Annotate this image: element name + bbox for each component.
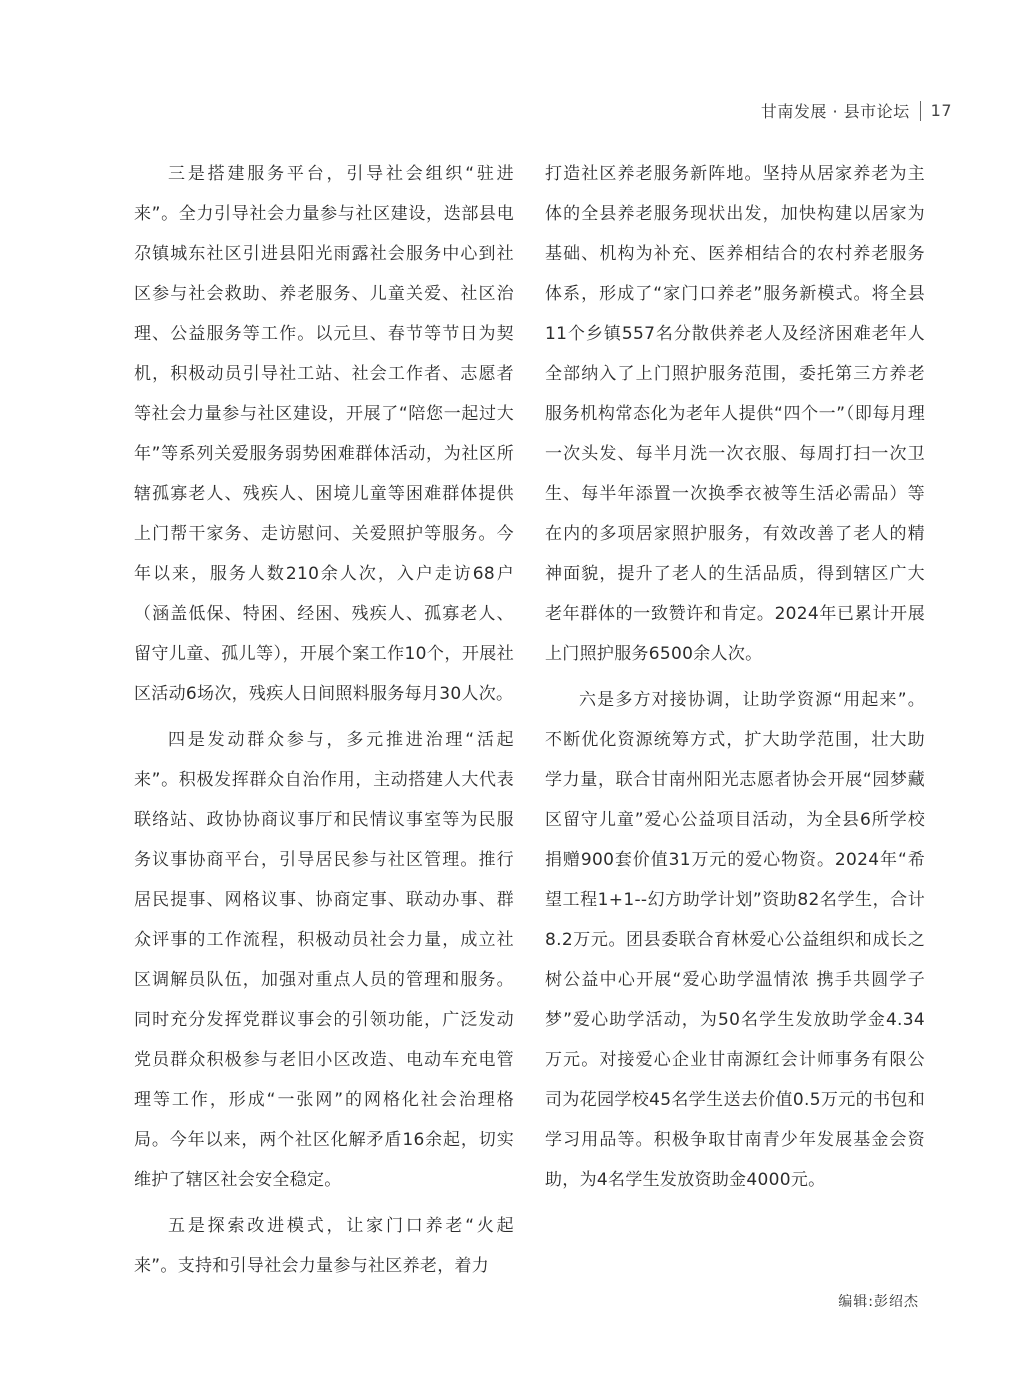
left-column [134,154,514,1292]
page-header [761,99,952,122]
paragraph-service-platform: 三是搭建服务平台，引导社会组织“驻进来”。全力引导社会力量参与社区建设，迭部县电尕镇城东社区引进县阳光雨露社会服务中心到社区参与社会救助、养老服务、儿童关爱、社区治理、公益服务等工作。以元旦、春节等节日为契机，积极动员引导社工站、社会工作者、志愿者等社会力量参与社区建设，开展了“陪您一起过大年”等系列关爱服务弱势困难群体活动，为社区所辖孤寡老人、残疾人、困境儿童等困难群体提供上门帮干家务、走访慰问、关爱照护等服务。今年以来，服务人数210余人次，入户走访68户（涵盖低保、特困、经困、残疾人、孤寡老人、留守儿童、孤儿等），开展个案工作10个，开展社区活动6场次，残疾人日间照料服务每月30人次。 [134,164,514,704]
editor-credit: 编辑:彭绍杰 [838,1294,919,1310]
paragraph-elderly-care-start: 五是探索改进模式，让家门口养老“火起来”。支持和引导社会力量参与社区养老，着力 [134,1216,514,1276]
paragraph-elderly-care-continued: 打造社区养老服务新阵地。坚持从居家养老为主体的全县养老服务现状出发，加快构建以居家为基础、机构为补充、医养相结合的农村养老服务体系，形成了“家门口养老”服务新模式。将全县11个乡镇557名分散供养老人及经济困难老年人全部纳入了上门照护服务范围，委托第三方养老服务机构常态化为老年人提供“四个一”（即每月理一次头发、每半月洗一次衣服、每周打扫一次卫生、每半年添置一次换季衣被等生活必需品）等在内的多项居家照护服务，有效改善了老人的精神面貌，提升了老人的生活品质，得到辖区广大老年群体的一致赞许和肯定。2024年已累计开展上门照护服务6500余人次。 [545,164,925,664]
paragraph-education-aid: 六是多方对接协调，让助学资源“用起来”。不断优化资源统筹方式，扩大助学范围，壮大助学力量，联合甘南州阳光志愿者协会开展“园梦藏区留守儿童”爱心公益项目活动，为全县6所学校捐赠900套价值31万元的爱心物资。2024年“希望工程1+1--幻方助学计划”资助82名学生，合计8.2万元。团县委联合育林爱心公益组织和成长之树公益中心开展“爱心助学温情浓 携手共圆学子梦”爱心助学活动，为50名学生发放助学金4.34万元。对接爱心企业甘南源红会计师事务有限公司为花园学校45名学生送去价值0.5万元的书包和学习用品等。积极争取甘南青少年发展基金会资助，为4名学生发放资助金4000元。 [545,690,925,1190]
right-column [545,154,925,1206]
page-number: 17 [930,101,952,120]
paragraph-mass-participation: 四是发动群众参与，多元推进治理“活起来”。积极发挥群众自治作用，主动搭建人大代表联络站、政协协商议事厅和民情议事室等为民服务议事协商平台，引导居民参与社区管理。推行居民提事、网格议事、协商定事、联动办事、群众评事的工作流程，积极动员社会力量，成立社区调解员队伍，加强对重点人员的管理和服务。同时充分发挥党群议事会的引领功能，广泛发动党员群众积极参与老旧小区改造、电动车充电管理等工作，形成“一张网”的网格化社会治理格局。今年以来，两个社区化解矛盾16余起，切实维护了辖区社会安全稳定。 [134,730,514,1190]
header-divider [920,101,921,121]
section-title: 甘南发展 · 县市论坛 [760,102,910,121]
